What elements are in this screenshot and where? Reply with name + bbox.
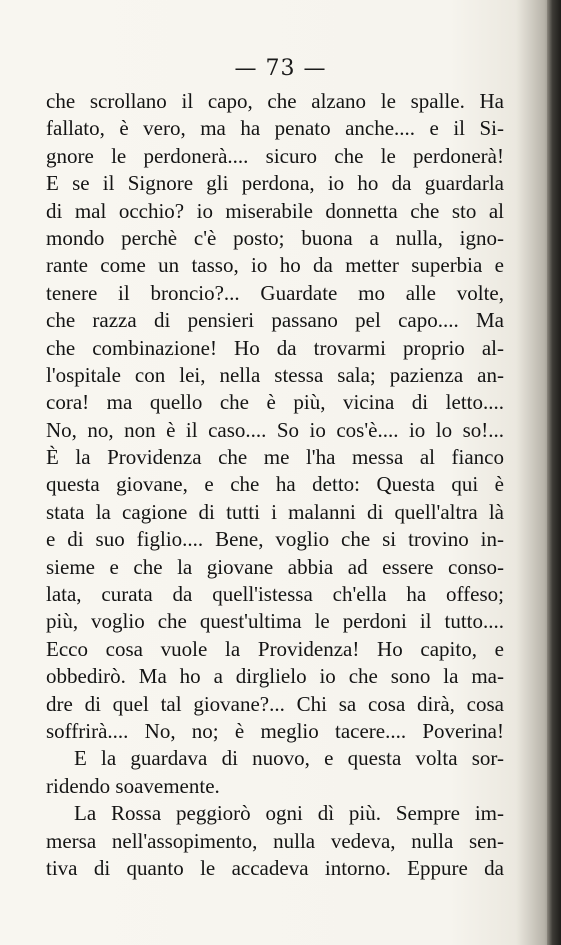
text-line: mersa nell'assopimento, nulla vedeva, nulla sen- — [46, 828, 504, 853]
text-line: obbedirò. Ma ho a dirglielo io che sono la ma- — [46, 664, 504, 689]
text-line: di mal occhio? io miserabile donnetta che sto al — [46, 198, 504, 223]
text-line: gnore le perdonerà.... sicuro che le perdonerà! — [46, 143, 504, 168]
text-line: No, no, non è il caso.... So io cos'è.... io lo so!... — [46, 417, 504, 442]
text-line: dre di quel tal giovane?... Chi sa cosa dirà, cosa — [46, 691, 504, 716]
body-text — [46, 88, 504, 882]
text-line: La Rossa peggiorò ogni dì più. Sempre im- — [74, 801, 504, 826]
text-line: sieme e che la giovane abbia ad essere conso- — [46, 554, 504, 579]
text-line: stata la cagione di tutti i malanni di quell'altra là — [46, 499, 504, 524]
text-line: e di suo figlio.... Bene, voglio che si trovino in- — [46, 527, 504, 552]
text-line: che combinazione! Ho da trovarmi proprio al- — [46, 335, 504, 360]
text-line: l'ospitale con lei, nella stessa sala; pazienza an- — [46, 362, 504, 387]
text-line: tenere il broncio?... Guardate mo alle volte, — [46, 280, 504, 305]
text-line: È la Providenza che me l'ha messa al fianco — [46, 445, 504, 470]
text-line: tiva di quanto le accadeva intorno. Eppure da — [46, 855, 504, 880]
text-line: soffrirà.... No, no; è meglio tacere.... Poverina! — [46, 718, 504, 743]
text-line: E la guardava di nuovo, e questa volta sor- — [74, 746, 504, 771]
text-line: che razza di pensieri passano pel capo.... Ma — [46, 308, 504, 333]
text-line: questa giovane, e che ha detto: Questa qui è — [46, 472, 504, 497]
text-line: fallato, è vero, ma ha penato anche.... e il Si- — [46, 116, 504, 141]
text-line: E se il Signore gli perdona, io ho da guardarla — [46, 171, 504, 196]
text-line: più, voglio che quest'ultima le perdoni il tutto.... — [46, 609, 504, 634]
page-number: — 73 — — [234, 56, 327, 81]
text-line: mondo perchè c'è posto; buona a nulla, igno- — [46, 225, 504, 250]
book-spine-edge — [547, 0, 561, 945]
text-line: Ecco cosa vuole la Providenza! Ho capito, e — [46, 636, 504, 661]
text-line: rante come un tasso, io ho da metter superbia e — [46, 253, 504, 278]
text-line: che scrollano il capo, che alzano le spalle. Ha — [46, 89, 504, 113]
text-line: lata, curata da quell'istessa ch'ella ha offeso; — [46, 582, 504, 607]
text-line: cora! ma quello che è più, vicina di letto.... — [46, 390, 504, 415]
text-line: ridendo soavemente. — [46, 773, 220, 798]
